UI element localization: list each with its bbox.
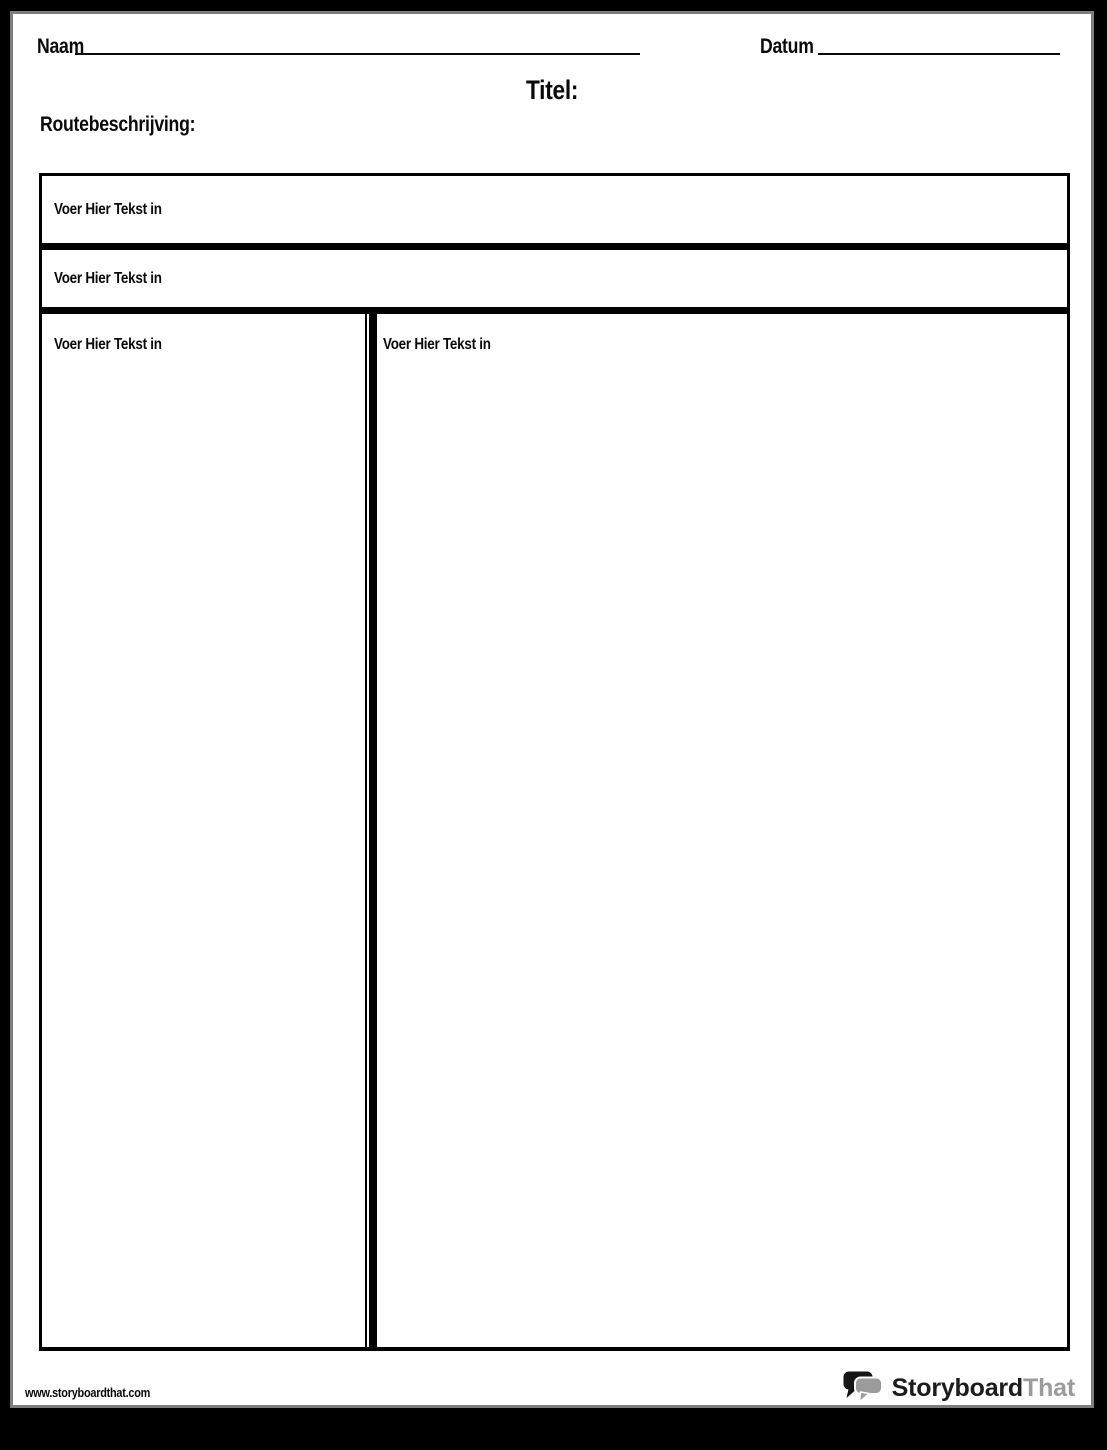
two-column-section: [42, 314, 1067, 1347]
page-title: [13, 75, 1091, 106]
speech-bubbles-icon: [843, 1371, 885, 1405]
left-text-cell[interactable]: [42, 314, 367, 1347]
storyboardthat-logo: [843, 1367, 1075, 1409]
text-row-2[interactable]: [42, 250, 1067, 314]
section-label-text: Routebeschrijving:: [40, 113, 196, 136]
right-cell-placeholder: Voer Hier Tekst in: [383, 336, 491, 353]
section-label: [40, 113, 225, 137]
worksheet-page: [10, 11, 1094, 1408]
left-cell-placeholder: Voer Hier Tekst in: [54, 336, 162, 353]
name-write-line: [75, 53, 640, 55]
column-divider: [369, 314, 377, 1347]
logo-wordmark-secondary: That: [1023, 1373, 1075, 1402]
date-label: [760, 35, 824, 59]
footer-website-url-text: www.storyboardthat.com: [25, 1385, 151, 1400]
name-label: [37, 35, 93, 59]
date-label-text: Datum: [760, 35, 814, 58]
worksheet-table: [39, 173, 1070, 1351]
logo-wordmark: [892, 1374, 1075, 1403]
text-row-1-placeholder: Voer Hier Tekst in: [54, 200, 162, 218]
text-row-2-placeholder: Voer Hier Tekst in: [54, 269, 162, 287]
name-label-text: Naam: [37, 35, 85, 58]
page-title-text: Titel:: [525, 75, 579, 105]
right-text-cell[interactable]: [377, 314, 1067, 1347]
date-write-line: [818, 53, 1060, 55]
logo-wordmark-primary: Storyboard: [891, 1373, 1024, 1402]
footer-website-url: [25, 1385, 174, 1400]
text-row-1[interactable]: [42, 176, 1067, 250]
